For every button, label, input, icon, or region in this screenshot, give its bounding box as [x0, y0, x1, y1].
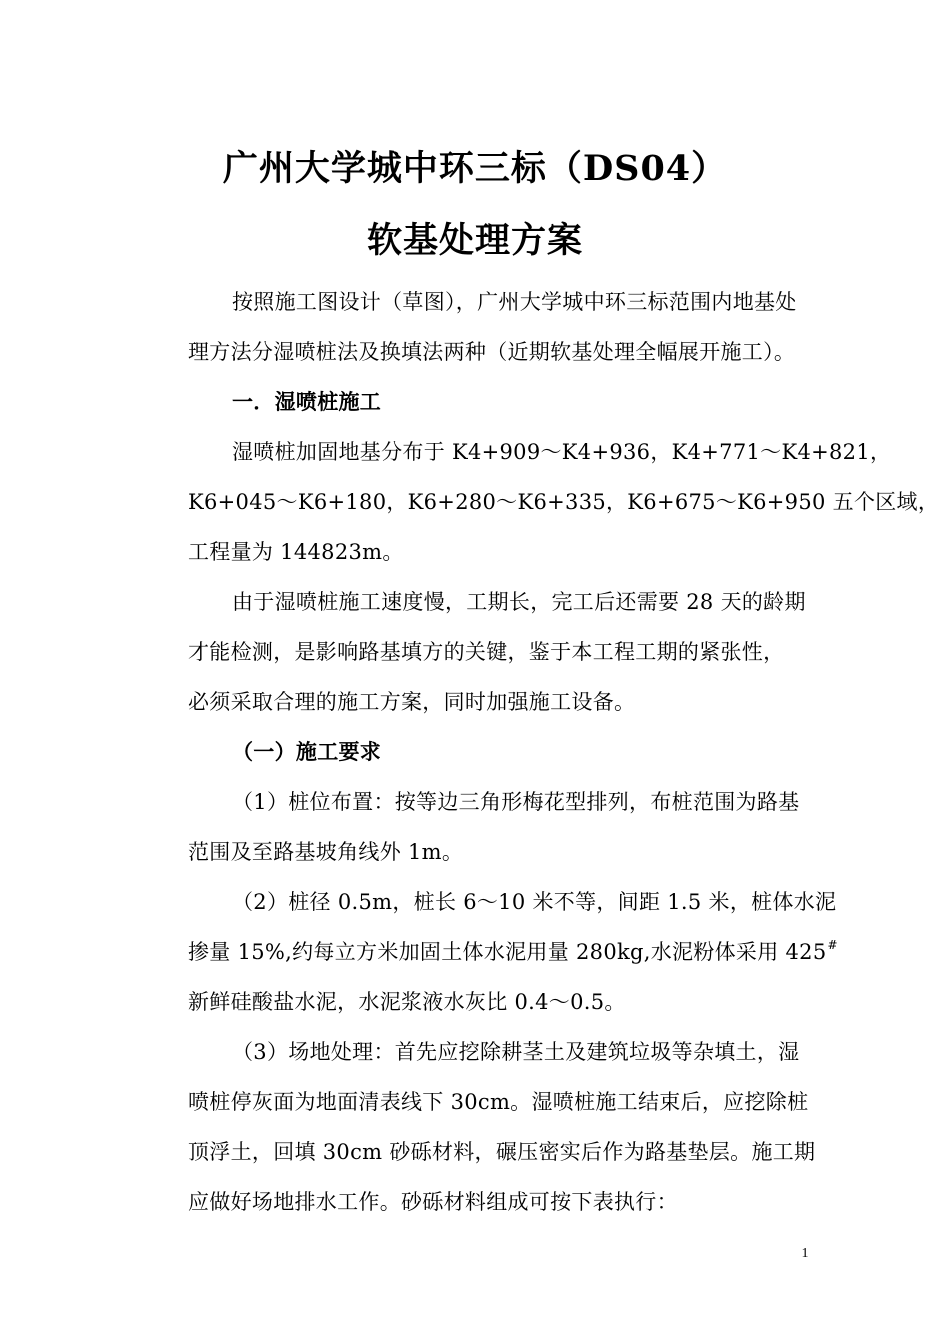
item-1-line-1: （1）桩位布置：按等边三角形梅花型排列，布桩范围为路基 — [232, 790, 800, 814]
item-3-line-1: （3）场地处理：首先应挖除耕茎土及建筑垃圾等杂填土，湿 — [232, 1040, 800, 1064]
paragraph-1-line-2: K6+045～K6+180，K6+280～K6+335，K6+675～K6+950 五个区域， — [188, 490, 940, 514]
paragraph-2-line-1: 由于湿喷桩施工速度慢，工期长，完工后还需要 28 天的龄期 — [232, 590, 806, 614]
item-1-line-2: 范围及至路基坡角线外 1m。 — [188, 840, 464, 864]
paragraph-2-line-2: 才能检测，是影响路基填方的关键，鉴于本工程工期的紧张性， — [188, 640, 785, 664]
item-2-line-1: （2）桩径 0.5m，桩长 6～10 米不等，间距 1.5 米，桩体水泥 — [232, 890, 837, 914]
document-title: 广州大学城中环三标（DS04） — [222, 148, 728, 189]
intro-line-1: 按照施工图设计（草图），广州大学城中环三标范围内地基处 — [232, 290, 797, 314]
page-number: 1 — [801, 1246, 809, 1261]
intro-line-2: 理方法分湿喷桩法及换填法两种（近期软基处理全幅展开施工）。 — [188, 340, 796, 364]
document-subtitle: 软基处理方案 — [366, 220, 583, 261]
item-2-line-2-text: 掺量 15%,约每立方米加固土体水泥用量 280kg,水泥粉体采用 425 — [188, 940, 827, 964]
item-3-line-2: 喷桩停灰面为地面清表线下 30cm。湿喷桩施工结束后，应挖除桩 — [188, 1090, 809, 1114]
grade-superscript: # — [827, 938, 838, 952]
section-heading: 一．湿喷桩施工 — [232, 389, 382, 414]
paragraph-2-line-3: 必须采取合理的施工方案，同时加强施工设备。 — [188, 690, 636, 714]
item-3-line-3: 顶浮土，回填 30cm 砂砾材料，碾压密实后作为路基垫层。施工期 — [188, 1140, 816, 1164]
item-3-line-4: 应做好场地排水工作。砂砾材料组成可按下表执行： — [188, 1190, 678, 1214]
item-2-line-3: 新鲜硅酸盐水泥，水泥浆液水灰比 0.4～0.5。 — [188, 990, 626, 1014]
paragraph-1-line-3: 工程量为 144823m。 — [188, 540, 404, 564]
paragraph-1-line-1: 湿喷桩加固地基分布于 K4+909～K4+936，K4+771～K4+821， — [232, 440, 892, 464]
item-2-line-2 — [188, 937, 838, 970]
sub-heading: （一）施工要求 — [232, 739, 382, 764]
